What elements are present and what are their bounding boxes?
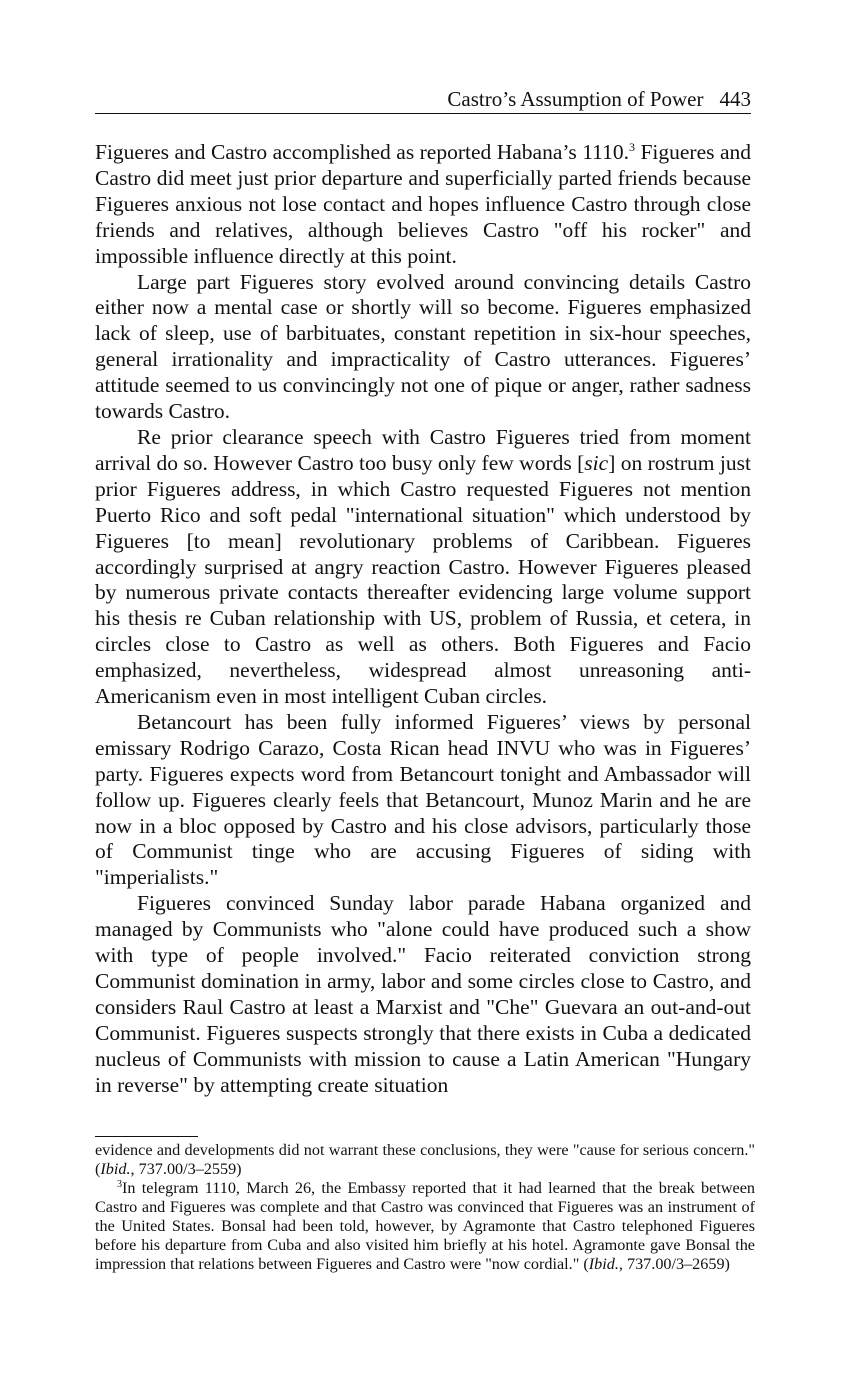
paragraph-2: Large part Figueres story evolved around convincing details Castro either now a mental case or shortly will so become. Figueres emphasized lack of sleep, use of barbituates, constant repetition in six-hour speeches, general irrationality and impracticality of Castro utterances. Figueres’ attitude seemed to us convincingly not one of pique or anger, rather sadness towards Castro. — [95, 269, 751, 424]
footnote-continued: evidence and developments did not warrant these conclusions, they were "cause for serious concern." (Ibid., 737.00/3–2559) — [95, 1141, 755, 1178]
footnote-number: 3 — [117, 1179, 122, 1190]
paragraph-3: Re prior clearance speech with Castro Figueres tried from moment arrival do so. However Castro too busy only few words [sic] on rostrum just prior Figueres address, in which Castro requested Figueres not mention Puerto Rico and soft pedal "international situation" which understood by Figueres [to mean] revolutionary problems of Caribbean. Figueres accordingly surprised at angry reaction Castro. However Figueres pleased by numerous private contacts thereafter evidencing large volume support his thesis re Cuban relationship with US, problem of Russia, et cetera, in circles close to Castro as well as others. Both Figueres and Facio emphasized, nevertheless, widespread almost unreasoning anti-Americanism even in most intelligent Cuban circles. — [95, 424, 751, 709]
body-text — [95, 140, 751, 1099]
running-title: Castro’s Assumption of Power — [447, 87, 704, 111]
paragraph-1: Figueres and Castro accomplished as reported Habana’s 1110.$^3$ Figueres and Castro did meet just prior departure and superficially parted friends because Figueres anxious not lose contact and hopes influence Castro through close friends and relatives, although believes Castro "off his rocker" and impossible influence directly at this point. — [95, 140, 751, 268]
page-number: 443 — [719, 87, 751, 111]
paragraph-5: Figueres convinced Sunday labor parade Habana organized and managed by Communists who "alone could have produced such a show with type of people involved." Facio reiterated conviction strong Communist domination in army, labor and some circles close to Castro, and considers Raul Castro at least a Marxist and "Che" Guevara an out-and-out Communist. Figueres suspects strongly that there exists in Cuba a dedicated nucleus of Communists with mission to cause a Latin American "Hungary in reverse" by attempting create situation — [95, 891, 751, 1097]
running-header — [95, 86, 751, 114]
sic-annotation: sic — [584, 450, 609, 475]
paragraph-4: Betancourt has been fully informed Figueres’ views by personal emissary Rodrigo Carazo, Costa Rican head INVU who was in Figueres’ party. Figueres expects word from Betancourt tonight and Ambassador will follow up. Figueres clearly feels that Betancourt, Munoz Marin and he are now in a bloc opposed by Castro and his close advisors, particularly those of Communist tinge who are accusing Figueres of siding with "imperialists." — [95, 709, 751, 890]
footnotes — [95, 1141, 755, 1274]
footnote-ref-3[interactable]: 3 — [628, 140, 635, 154]
footnote-3: $^3$In telegram 1110, March 26, the Embassy reported that it had learned that the break between Castro and Figueres was complete and that Castro was convinced that Figueres was an instrument of the United States. Bonsal had been told, however, by Agramonte that Castro telephoned Figueres before his departure from Cuba and also visited him briefly at his hotel. Agramonte gave Bonsal the impression that relations between Figueres and Castro were "now cordial." (Ibid., 737.00/3–2659) — [95, 1179, 755, 1273]
footnote-divider — [95, 1136, 198, 1137]
